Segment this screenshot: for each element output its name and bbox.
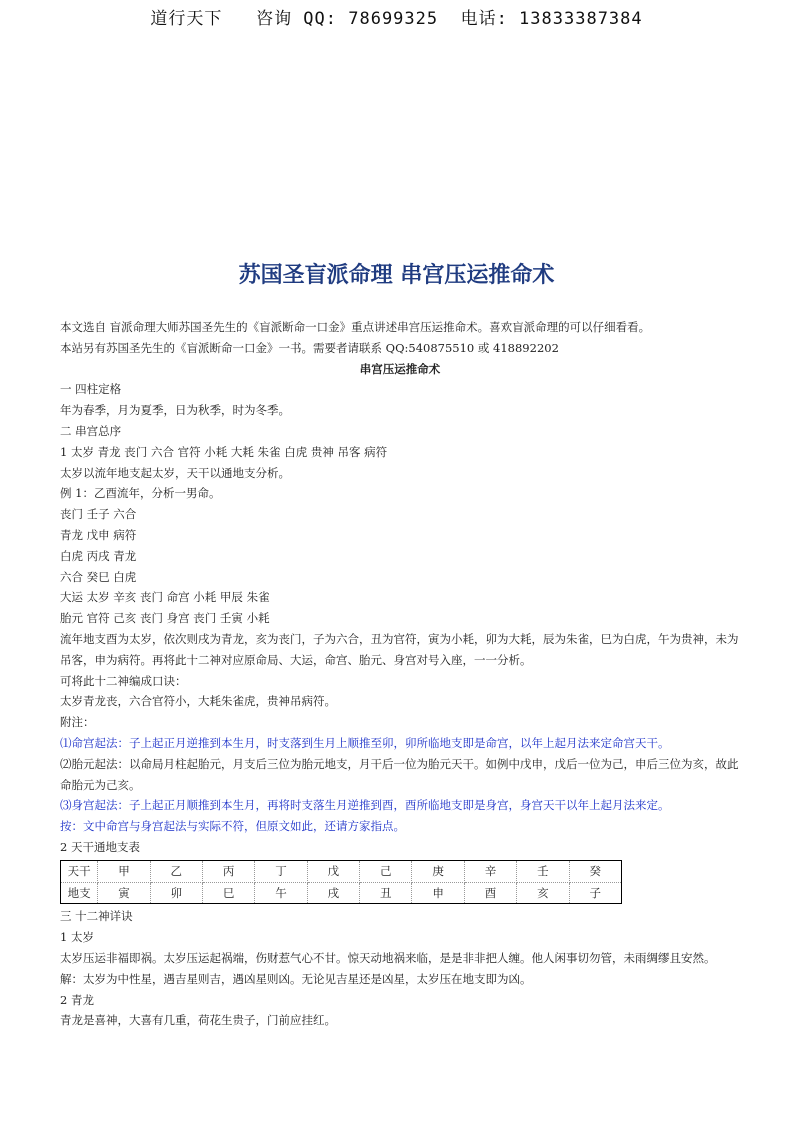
- analysis-paragraph: 流年地支酉为太岁，依次则戌为青龙，亥为丧门，子为六合，丑为官符，寅为小耗，卯为大耗，辰为朱雀，巳为白虎，午为贵神，未为吊客，申为病符。再将此十二神对应原命局、大运，命宫、胎元、身宫对号入座，一一分析。: [60, 631, 739, 667]
- chart-line: 六合 癸巳 白虎: [60, 569, 137, 584]
- table-cell: 甲: [98, 860, 150, 882]
- table-cell: 丙: [202, 860, 254, 882]
- table-cell: 戊: [307, 860, 359, 882]
- text-line: 年为春季，月为夏季，日为秋季，时为冬季。: [60, 403, 290, 418]
- table-cell: 己: [360, 860, 412, 882]
- note-editor: 按：文中命宫与身宫起法与实际不符，但原文如此，还请方家指点。: [60, 819, 405, 834]
- table-cell: 亥: [517, 882, 569, 904]
- text-line: 太岁以流年地支起太岁，天干以通地支分析。: [60, 465, 290, 480]
- heading-chuangong: 二 串宫总序: [60, 423, 122, 438]
- table-cell: 丑: [360, 882, 412, 904]
- table-cell: 子: [589, 885, 601, 900]
- text-line: 例 1：乙酉流年，分析一男命。: [60, 486, 221, 501]
- chart-line: 白虎 丙戌 青龙: [60, 548, 137, 563]
- table-row: [61, 882, 622, 904]
- table-caption: 2 天干通地支表: [60, 839, 140, 854]
- note-taiyuan: ⑵胎元起法：以命局月柱起胎元，月支后三位为胎元地支，月干后一位为胎元天干。如例中戊申，戊后一位为己，申后三位为亥，故此命胎元为己亥。: [60, 756, 739, 792]
- text-line: 解：太岁为中性星，遇吉星则吉，遇凶星则凶。无论见吉星还是凶星，太岁压在地支即为凶。: [60, 971, 532, 986]
- table-cell: 卯: [150, 882, 202, 904]
- table-cell: 午: [255, 882, 307, 904]
- text-line: 1 太岁 青龙 丧门 六合 官符 小耗 大耗 朱雀 白虎 贵神 吊客 病符: [60, 444, 388, 459]
- heading-sizhu: 一 四柱定格: [60, 382, 122, 397]
- text-line: 可将此十二神编成口诀：: [60, 673, 187, 688]
- table-cell: 天干: [61, 860, 98, 882]
- appendix-label: 附注：: [60, 715, 95, 730]
- table-cell: 丁: [255, 860, 307, 882]
- heading-shierShen: 三 十二神详诀: [60, 909, 133, 924]
- table-cell: 庚: [412, 860, 464, 882]
- text-line: 青龙是喜神，大喜有几重，荷花生贵子，门前应挂红。: [60, 1013, 336, 1028]
- intro-line: 本文选自 盲派命理大师苏国圣先生的《盲派断命一口金》重点讲述串宫压运推命术。喜欢盲派命理的可以仔细看看。: [60, 320, 651, 334]
- contact-line: 本站另有苏国圣先生的《盲派断命一口金》一书。需要者请联系 QQ:540875510 或 418892202: [60, 340, 559, 355]
- table-cell: 地支: [61, 882, 98, 904]
- chart-line: 青龙 戊申 病符: [60, 527, 137, 542]
- table-cell: 壬: [517, 860, 569, 882]
- table-row: [61, 860, 622, 882]
- document-body: [60, 317, 740, 1031]
- table-cell: 巳: [202, 882, 254, 904]
- note-shengong: ⑶身宫起法：子上起正月顺推到本生月，再将时支落生月逆推到酉，酉所临地支即是身宫，身宫天干以年上起月法来定。: [60, 798, 670, 813]
- table-cell: 癸: [569, 860, 622, 882]
- header-banner: 道行天下 咨询 QQ: 78699325 电话: 13833387384: [150, 9, 643, 29]
- section-subtitle: 串宫压运推命术: [359, 361, 441, 376]
- text-line: 太岁青龙丧，六合官符小，大耗朱雀虎，贵神吊病符。: [60, 694, 336, 709]
- subheading-taisui: 1 太岁: [60, 930, 94, 945]
- table-cell: 戌: [307, 882, 359, 904]
- text-line: 太岁压运非福即祸。太岁压运起祸端，伤财惹气心不甘。惊天动地祸来临，是是非非把人缠。他人闲事切勿管，未雨绸缪且安然。: [60, 950, 716, 965]
- tiangan-dizhi-table: [60, 860, 622, 905]
- chart-line: 丧门 壬子 六合: [60, 507, 137, 522]
- chart-line: 胎元 官符 己亥 丧门 身宫 丧门 壬寅 小耗: [60, 611, 270, 626]
- table-cell: 申: [412, 882, 464, 904]
- table-cell: 乙: [150, 860, 202, 882]
- note-minggong: ⑴命宫起法：子上起正月逆推到本生月，时支落到生月上顺推至卯，卯所临地支即是命宫，以年上起月法来定命宫天干。: [60, 735, 670, 750]
- table-cell: 寅: [98, 882, 150, 904]
- chart-line: 大运 太岁 辛亥 丧门 命宫 小耗 甲辰 朱雀: [60, 590, 270, 605]
- document-title: 苏国圣盲派命理 串宫压运推命术: [238, 263, 555, 288]
- table-cell: 酉: [464, 882, 516, 904]
- subheading-qinglong: 2 青龙: [60, 992, 94, 1007]
- table-cell: 辛: [464, 860, 516, 882]
